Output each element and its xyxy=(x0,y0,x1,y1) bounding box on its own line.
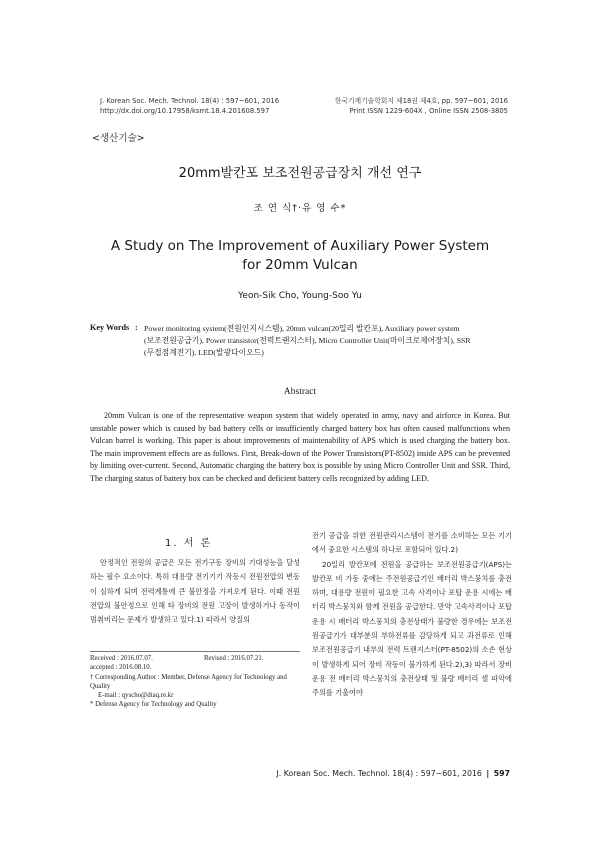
section-tag: <생산기술> xyxy=(92,133,145,144)
journal-citation-korean: 한국기계기술학회지 제18권 제4호, pp. 597~601, 2016 xyxy=(334,97,508,105)
footer-citation: J. Korean Soc. Mech. Technol. 18(4) : 597~601, 2016 xyxy=(276,769,482,778)
issn-info: Print ISSN 1229-604X , Online ISSN 2508-3805 xyxy=(349,107,508,115)
abstract-text: 20mm Vulcan is one of the representative weapon system that widely operated in army, navy and airforce in Korea. But unstable power which is caused by bad battery cells or insufficiently charged battery box has often caused malfunctions when Vulcan barrel is working. This paper is about improvements of maintenability of APS which is used charging the battery box. The main improvement effects are as follows. First, Break-down of the Power Transistors(PT-8502) inside APS can be prevented by limiting over-current. Second, Automatic charging the battery box is possible by using Micro Controller Unit and SSR. Third, The charging status of battery box can be checked and deficient battery cells recognized by adding LED. xyxy=(90,411,510,483)
left-column-text xyxy=(90,556,300,627)
english-title xyxy=(0,237,600,275)
corresponding-author: † Corresponding Author : Member, Defense Agency for Technology and Quality xyxy=(90,673,287,690)
footnotes xyxy=(90,654,302,710)
page-number: 597 xyxy=(493,769,510,778)
accepted-date: accepted : 2016.08.10. xyxy=(90,664,152,672)
keywords-line: (보조전원공급기), Power transistor(전력트랜지스터), Micro Controller Unit(마이크로제어장치), SSR xyxy=(144,336,471,345)
doi-link[interactable]: http://dx.doi.org/10.17958/ksmt.18.4.201608.597 xyxy=(100,107,270,115)
english-title-line1: A Study on The Improvement of Auxiliary Power System xyxy=(110,238,490,254)
korean-title: 20mm발칸포 보조전원공급장치 개선 연구 xyxy=(178,166,422,181)
author-affiliation: * Defense Agency for Technology and Quality xyxy=(90,701,217,709)
keywords-line: Power monitoring system(전원인지시스템), 20mm vulcan(20밀리 발칸포), Auxiliary power system xyxy=(144,324,460,333)
english-title-line2: for 20mm Vulcan xyxy=(242,257,358,273)
intro-paragraph-continued: 전기 공급을 위한 전원관리시스템이 전기를 소비하는 모든 기기에서 중요한 시스템의 하나로 포함되어 있다.2) xyxy=(312,531,512,555)
revised-date: Revised : 2016.07.21. xyxy=(204,655,264,662)
keywords-list xyxy=(144,323,514,359)
right-column-text xyxy=(312,529,512,701)
aps-paragraph: 20밀리 발칸포에 전원을 공급하는 보조전원공급기(APS)는 발칸포 비 가동 중에는 주전원공급기인 배터리 박스뭉치를 충전하며, 대용량 전원이 필요한 고속 사격이나 포탑 운용 시에는 배터리 박스뭉치와 함께 전원을 공급한다. 만약 고속사격이나 포탑 운용 시 배터리 박스뭉치의 충전상태가 불량한 경우에는 보조전원공급기가 대부분의 부하전류를 감당하게 되고 과전류로 인해 보조전원공급기 내부의 전력 트랜지스터(PT-8502)의 소손 현상이 발생하게 되어 장비 작동이 불가하게 된다.2),3) 따라서 장비 운용 전 배터리 박스뭉치의 충전상태 및 불량 배터리 셀 파악에 주의를 기울여야 xyxy=(312,559,512,698)
keywords-label: Key Words xyxy=(90,323,130,332)
footer-separator: | xyxy=(486,769,490,778)
author-email[interactable]: E-mail : qyscho@dtaq.re.kr xyxy=(98,692,174,700)
received-date: Received : 2016.07.07. xyxy=(90,655,153,662)
footnote-divider xyxy=(90,651,300,652)
abstract-heading: Abstract xyxy=(283,387,317,397)
section-heading: 1. 서 론 xyxy=(165,538,213,549)
english-authors: Yeon-Sik Cho, Young-Soo Yu xyxy=(238,291,362,301)
page-footer xyxy=(276,769,510,778)
abstract-body xyxy=(90,410,510,486)
intro-paragraph: 안정적인 전원의 공급은 모든 전기구동 장비의 기대성능을 달성하는 필수 요소이다. 특히 대용량 전기기기 작동시 전원전압의 변동이 심하게 되며 전력계통에 큰 불안정을 가져오게 된다. 이때 전원전압의 불안정으로 인해 타 장비의 전원 고장이 발생하거나 동작이 멈춰버리는 문제가 발생하고 있다.1) 따라서 양질의 xyxy=(90,558,300,625)
keywords-colon: : xyxy=(135,323,138,332)
korean-authors: 조 연 식†·유 영 수* xyxy=(253,203,347,214)
keywords-line: (무접점계전기), LED(발광다이오드) xyxy=(144,348,264,357)
journal-citation: J. Korean Soc. Mech. Technol. 18(4) : 597~601, 2016 xyxy=(100,97,280,105)
